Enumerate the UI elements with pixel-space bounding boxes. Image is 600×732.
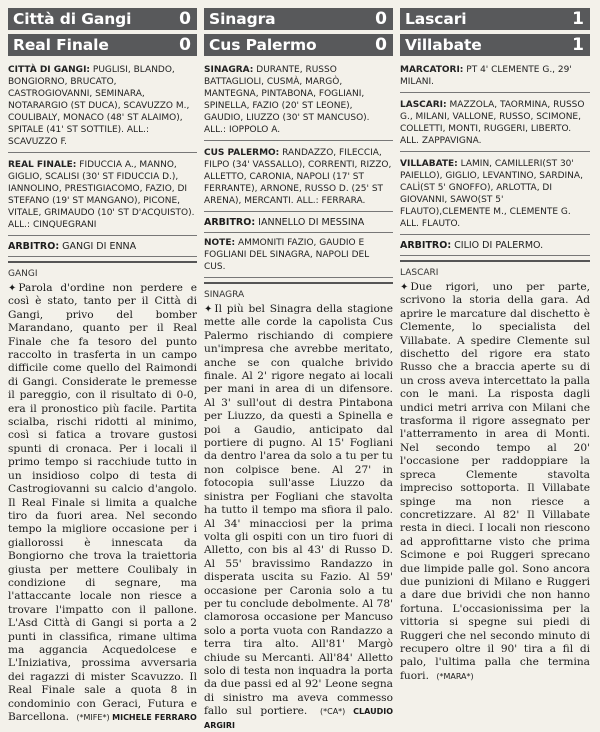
lineup-box bbox=[8, 62, 197, 153]
home-lineup-label: CITTÀ DI GANGI: bbox=[8, 65, 91, 75]
scorers-label: MARCATORI: bbox=[400, 65, 464, 75]
article-text: Il più bel Sinagra della stagione mette alle corde la capolista Cus Palermo rischiando di compiere un'impresa che avrebbe meritato, anche se con qualche brivido finale. Al 2' rigore negato ai locali per mani in area di un difensore. Al 3' sull'out di destra Pintabona per Liuzzo, da questi a Spinella e poi a Gaudio, anticipato dal portiere di pugno. Al 15' Fogliani da dentro l'area da solo a tu per tu non colpisce bene. Al 27' in fotocopia sull'asse Liuzzo da sinistra per Fogliani che stavolta ha tutto il tempo ma sfiora il palo. Al 34' minacciosi per la prima volta gli ospiti con un tiro fuori di Alletto, con bis al 43' di Russo D. Al 55' bravissimo Randazzo in disperata uscita su Fazio. Al 59' occasione per Caronia solo a tu per tu conclude debolmente. Al 78' clamorosa occasione per Mancuso solo a porta vuota con Randazzo a terra tira alto. All'81' Margò chiude su Mercanti. All'84' Alletto solo di testa non inquadra la porta da due passi ed al 92' Leone segna di sinistro ma aveva commesso fallo sul portiere. bbox=[204, 303, 393, 718]
away-lineup-text: RANDAZZO, FILECCIA, FILPO (34' VASSALLO), CORRENTI, RIZZO, ALLETTO, CARONIA, NAPOLI (17' ST FERRANTE), ARNONE, RUSSO D. (25' ST ARENA), MERCANTI. ALL.: FERRARA. bbox=[204, 148, 392, 206]
byline-name: MICHELE FERRARO bbox=[112, 713, 197, 722]
match-column-sinagra bbox=[204, 8, 393, 732]
section-divider bbox=[204, 282, 393, 284]
home-lineup bbox=[8, 64, 197, 148]
notes-box bbox=[204, 235, 393, 278]
away-score-bar bbox=[400, 34, 590, 56]
dateline: SINAGRA bbox=[204, 290, 245, 300]
away-team-score: 0 bbox=[179, 35, 191, 55]
away-team-score: 1 bbox=[572, 35, 584, 55]
match-column-gangi bbox=[8, 8, 197, 724]
away-team-name: Real Finale bbox=[13, 36, 109, 54]
home-team-score: 1 bbox=[572, 9, 584, 29]
dateline: LASCARI bbox=[400, 268, 439, 278]
scorers bbox=[400, 64, 590, 88]
referee-name: CILIO DI PALERMO. bbox=[454, 240, 544, 251]
bullet-icon: ✦ bbox=[400, 282, 409, 293]
section-divider bbox=[400, 260, 590, 262]
match-column-lascari bbox=[400, 8, 590, 683]
lineup-box bbox=[204, 62, 393, 141]
byline bbox=[436, 672, 473, 681]
home-team-name: Sinagra bbox=[209, 10, 276, 28]
article-text: Due rigori, uno per parte, scrivono la storia della gara. Ad aprire le marcature dal dischetto è Clemente, lo specialista del Villabate. A spedire Clemente sul dischetto del rigore era stato Russo che a braccia aperte su di un cross aveva intercettato la palla con le mani. La risposta dagli undici metri arriva con Milani che trasforma il rigore assegnato per l'atterramento in area di Monti. Nel secondo tempo al 20' l'occasione per raddoppiare la spreca Clemente stavolta impreciso sottoporta. Il Villabate spinge ma non riesce a concretizzare. Al 82' Il Villabate resta in dieci. I locali non riescono ad approfittarne visto che prima Scimone e poi Ruggeri sprecano due limpide palle gol. Sono ancora due punizioni di Milano e Ruggeri a dare due brividi che non hanno fortuna. L'occasionissima per la vittoria si spegne sui piedi di Ruggeri che nel secondo minuto di recupero oltre il 90' tira a fil di palo, l'ultima palla che termina fuori. bbox=[400, 281, 590, 682]
away-score-bar bbox=[8, 34, 197, 56]
referee bbox=[8, 239, 197, 257]
notes-label: NOTE: bbox=[204, 238, 236, 248]
home-team-name: Lascari bbox=[405, 10, 467, 28]
byline-initials: (*MARA*) bbox=[436, 671, 474, 681]
bullet-icon: ✦ bbox=[204, 304, 213, 315]
lineup-box bbox=[400, 97, 590, 152]
home-score-bar bbox=[204, 8, 393, 30]
lineup-box-away bbox=[400, 156, 590, 235]
away-lineup-text: FIDUCCIA A., MANNO, GIGLIO, SCALISI (30' ST FIDUCCIA D.), IANNOLINO, PRESTIGIACOMO, FAZIO, DI STEFANO (19' ST MANGANO), PICONE, VITALE, GRIMAUDO (10' ST D'ACQUISTO). ALL.: CINQUEGRANI bbox=[8, 160, 195, 230]
away-team-score: 0 bbox=[375, 35, 387, 55]
away-score-bar bbox=[204, 34, 393, 56]
away-lineup-label: VILLABATE: bbox=[400, 159, 458, 169]
referee-label: ARBITRO: bbox=[400, 240, 452, 251]
home-score-bar bbox=[400, 8, 590, 30]
away-team-name: Cus Palermo bbox=[209, 36, 317, 54]
away-lineup-label: REAL FINALE: bbox=[8, 160, 77, 170]
notes-text: AMMONITI FAZIO, GAUDIO E FOGLIANI DEL SINAGRA, NAPOLI DEL CUS. bbox=[204, 238, 370, 272]
home-lineup-label: SINAGRA: bbox=[204, 65, 254, 75]
home-score-bar bbox=[8, 8, 197, 30]
away-lineup-text: LAMIN, CAMILLERI(ST 30' PAIELLO), GIGLIO, LEVANTINO, SARDINA, CALÌ(ST 5' GNOFFO), ARLOTTA, DI GIOVANNI, SAWO(ST 5' FLAUTO),CLEMENTE M., CLEMENTE G. ALL. FLAUTO. bbox=[400, 159, 583, 229]
referee-label: ARBITRO: bbox=[8, 241, 60, 252]
byline-name: CLAUDIO ARGIRI bbox=[204, 707, 393, 730]
article-body bbox=[400, 281, 590, 683]
dateline: GANGI bbox=[8, 269, 38, 279]
home-lineup-text: PUGLISI, BLANDO, BONGIORNO, BRUCATO, CASTROGIOVANNI, SEMINARA, NOTARARGIO (ST DUCA), SCAVUZZO M., COULIBALY, MONACO (48' ST ALAIMO), SPITALE (41' ST SOTTILE). ALL.: SCAVUZZO F. bbox=[8, 65, 190, 147]
notes bbox=[204, 237, 393, 273]
home-lineup bbox=[204, 64, 393, 136]
away-lineup bbox=[8, 159, 197, 231]
scorers-box bbox=[400, 62, 590, 93]
byline-initials: (*CA*) bbox=[319, 707, 346, 717]
article-text: Parola d'ordine non perdere e così è stato, tanto per il Città di Gangi, privo del bomber Marandano, quanto per il Real Finale che fa tesoro del punto raccolto in trasferta in un campo difficile come quello del Raimondi di Gangi. Considerate le premesse il pareggio, con il risultato di 0-0, era il pronostico più facile. Partita scialba, rischi ridotti al minimo, così si fatica a trovare gustosi spunti di cronaca. Per i locali il primo tempo si racchiude tutto in un insidioso colpo di testa di Castrogiovanni su calcio d'angolo. Il Real Finale si limita a qualche tiro da fuori area. Nel secondo tempo la migliore occasione per i giallorossi è innescata da Bongiorno che trova la traiettoria giusta per mettere Coulibaly in condizione di segnare, ma l'attaccante locale non riesce a trovare l'impatto con il pallone. L'Asd Città di Gangi si porta a 2 punti in classifica, rimane ultima ma aggancia Acquedolcese e L'Iniziativa, prossima avversaria dei ragazzi di mister Scavuzzo. Il Real Finale sale a quota 8 in condominio con Geraci, Futura e Barcellona. bbox=[8, 282, 197, 723]
home-lineup-text: DURANTE, RUSSO BATTAGLIOLI, CUSMÀ, MARGÒ, MANTEGNA, PINTABONA, FOGLIANI, SPINELLA, FAZIO (20' ST LEONE), GAUDIO, LIUZZO (30' ST MANCUSO). ALL.: IOPPOLO A. bbox=[204, 65, 370, 135]
referee-name: GANGI DI ENNA bbox=[62, 241, 137, 252]
section-divider bbox=[8, 261, 197, 263]
referee bbox=[400, 238, 590, 256]
byline bbox=[76, 713, 196, 722]
away-lineup-label: CUS PALERMO: bbox=[204, 148, 280, 158]
home-team-score: 0 bbox=[179, 9, 191, 29]
home-lineup-label: LASCARI: bbox=[400, 100, 447, 110]
scorers-text: PT 4' CLEMENTE G., 29' MILANI. bbox=[400, 65, 572, 87]
lineup-box-away bbox=[204, 145, 393, 212]
bullet-icon: ✦ bbox=[8, 283, 17, 294]
byline-initials: (*MIFE*) bbox=[76, 713, 110, 722]
lineup-box-away bbox=[8, 157, 197, 236]
home-team-name: Città di Gangi bbox=[13, 10, 132, 28]
article-body bbox=[8, 282, 197, 724]
away-lineup bbox=[400, 158, 590, 230]
home-team-score: 0 bbox=[375, 9, 387, 29]
article-body bbox=[204, 303, 393, 732]
away-lineup bbox=[204, 147, 393, 207]
referee bbox=[204, 215, 393, 233]
home-lineup-text: MAZZOLA, TAORMINA, RUSSO G., MILANI, VALLONE, RUSSO, SCIMONE, COLLETTI, MONTI, RUGGERI, LIBERTO. ALL. ZAPPAVIGNA. bbox=[400, 100, 585, 146]
away-team-name: Villabate bbox=[405, 36, 482, 54]
home-lineup bbox=[400, 99, 590, 147]
referee-label: ARBITRO: bbox=[204, 217, 256, 228]
referee-name: IANNELLO DI MESSINA bbox=[258, 217, 365, 228]
